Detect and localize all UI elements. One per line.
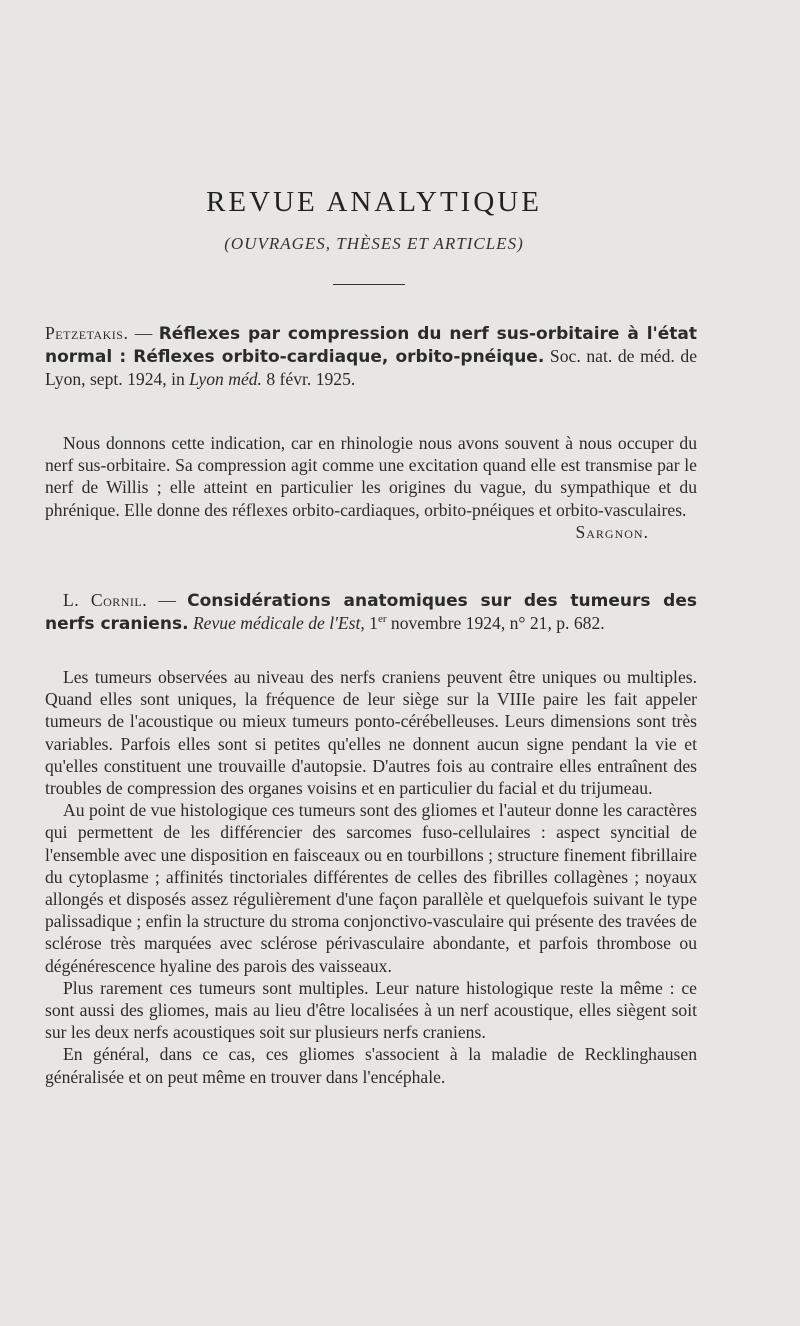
review-1-signature-row xyxy=(45,521,697,543)
review-1-journal: Lyon méd. xyxy=(189,369,262,390)
review-2-journal: Revue médicale de l'Est, xyxy=(192,613,365,634)
review-1-author: Petzetakis. xyxy=(45,323,129,343)
section-title: REVUE ANALYTIQUE xyxy=(206,186,542,218)
review-1-heading xyxy=(45,322,697,391)
review-1-title: Réflexes par compression du nerf sus-orbitaire à l'état normal : Réflexes orbito-cardiaque, orbito-pnéique. xyxy=(45,324,698,368)
review-2-heading xyxy=(45,589,697,635)
review-1-paragraph: Nous donnons cette indication, car en rhinologie nous avons souvent à nous occuper du nerf sus-orbitaire. Sa compression agit comme une excitation quand elle est transmise par le nerf de Willis ; elle atteint en particulier les origines du vague, du sympathique et du phrénique. Elle donne des réflexes orbito-cardiaques, orbito-pnéiques et orbito-vasculaires. xyxy=(45,433,697,520)
review-2-source-sup: er xyxy=(377,613,387,626)
review-1-source-b: 8 févr. 1925. xyxy=(261,369,356,390)
review-1 xyxy=(45,322,697,391)
review-2 xyxy=(45,589,697,635)
review-2-source-a: 1 xyxy=(364,613,378,634)
review-2-author: L. Cornil. xyxy=(63,590,148,610)
section-subtitle: (OUVRAGES, THÈSES ET ARTICLES) xyxy=(224,234,524,253)
review-2-dash: — xyxy=(147,590,188,610)
review-2-body xyxy=(45,666,697,1088)
review-1-dash: — xyxy=(128,323,159,343)
review-2-paragraph-3: Plus rarement ces tumeurs sont multiples. Leur nature histologique reste la même : ce sont aussi des gliomes, mais au lieu d'être localisées à un nerf acoustique, elles siègent soit sur les deux nerfs acoustiques soit sur plusieurs nerfs craniens. xyxy=(45,977,697,1043)
review-2-paragraph-1: Les tumeurs observées au niveau des nerfs craniens peuvent être uniques ou multiples. Quand elles sont uniques, la fréquence de leur siège sur la VIIIe paire les fait appeler tumeurs de l'acoustique ou mieux tumeurs ponto-cérébelleuses. Leurs dimensions sont très variables. Parfois elles sont si petites qu'elles ne donnent aucun signe pendant la vie et qu'elles constituent une trouvaille d'autopsie. D'autres fois au contraire elles entraînent des troubles de compression des organes voisins et en particulier du facial et du trijumeau. xyxy=(45,667,697,799)
review-1-source-a: Soc. nat. de méd. de Lyon, sept. 1924, in xyxy=(45,346,698,390)
review-2-title: Considérations anatomiques sur des tumeurs des nerfs craniens. xyxy=(45,591,698,635)
review-1-signature: Sargnon. xyxy=(575,521,649,542)
review-1-body xyxy=(45,432,697,543)
review-2-source-b: novembre 1924, n° 21, p. 682. xyxy=(386,613,605,634)
review-2-paragraph-2: Au point de vue histologique ces tumeurs sont des gliomes et l'auteur donne les caractères qui permettent de les différencier des sarcomes fuso-cellulaires : aspect syncitial de l'ensemble avec une disposition en faisceaux ou en tourbillons ; structure finement fibrillaire du cytoplasme ; affinités tinctoriales différentes de celles des fibrilles collagènes ; noyaux allongés et disposés assez régulièrement d'une façon parallèle et quelquefois suivant le type palissadique ; enfin la structure du stroma conjonctivo-vasculaire qui présente des travées de sclérose très marquées avec sclérose périvasculaire abondante, et parfois thrombose ou dégénérescence hyaline des parois des vaisseaux. xyxy=(45,800,697,976)
divider xyxy=(333,284,405,285)
review-2-paragraph-4: En général, dans ce cas, ces gliomes s'associent à la maladie de Recklinghausen généralisée et on peut même en trouver dans l'encéphale. xyxy=(45,1044,697,1087)
